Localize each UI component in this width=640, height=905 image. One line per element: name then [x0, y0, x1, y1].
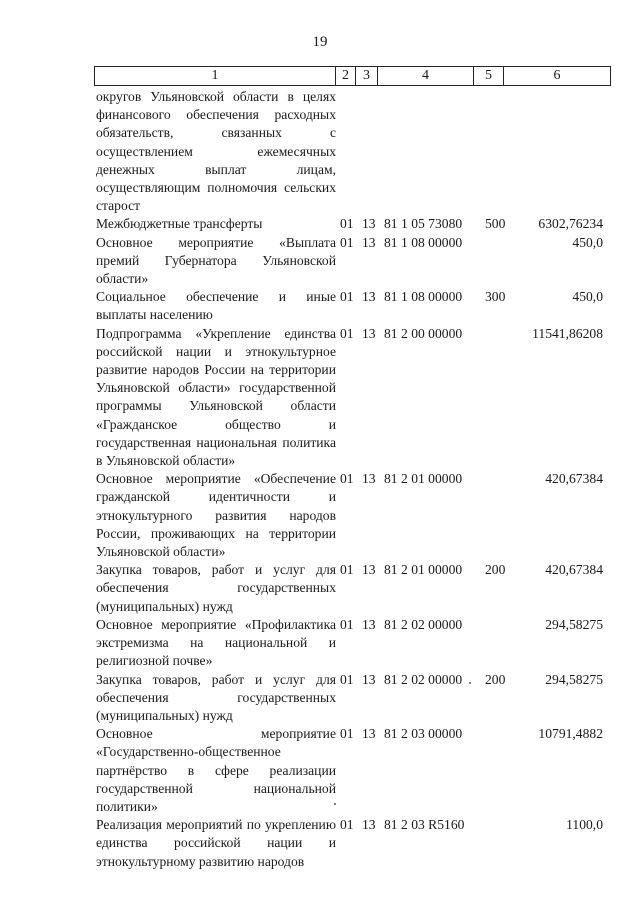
row-expense-type: 200: [485, 671, 506, 687]
table-row: [96, 288, 616, 324]
row-subsection: 13: [362, 216, 376, 232]
row-target-code: 81 2 01 00000: [384, 471, 463, 487]
header-col-3: 3: [356, 67, 378, 85]
row-description: Основное мероприятие «Профилактика экстремизма на национальной и религиозной почве»: [96, 616, 336, 669]
row-subsection: 13: [362, 817, 376, 833]
row-section: 01: [340, 817, 354, 833]
table-row: [96, 325, 616, 471]
row-description: Основное мероприятие «Обеспечение гражданской идентичности и этнокультурного развития народов России, проживающих на территории Ульяновской области»: [96, 471, 336, 560]
row-amount: 294,58275: [545, 671, 603, 687]
table-row: [96, 671, 616, 726]
row-subsection: 13: [362, 616, 376, 632]
row-target-code: 81 2 02 00000: [384, 671, 463, 687]
row-amount: 1100,0: [566, 817, 603, 833]
row-expense-type: 500: [485, 216, 506, 232]
table-header: [94, 66, 611, 86]
row-description: Основное мероприятие «Государственно-общественное партнёрство в сфере реализации государственной национальной политики»: [96, 726, 336, 814]
row-description: Закупка товаров, работ и услуг для обеспечения государственных (муниципальных) нужд: [96, 671, 336, 723]
table-body: [96, 88, 616, 871]
header-col-6: 6: [553, 68, 561, 83]
table-row: [96, 88, 616, 215]
header-col-5: 5: [474, 67, 504, 85]
row-target-code: 81 1 08 00000: [384, 289, 463, 305]
row-subsection: 13: [362, 234, 376, 250]
table-row: [96, 616, 616, 671]
row-section: 01: [340, 671, 354, 687]
row-target-code: 81 2 03 00000: [384, 726, 463, 742]
row-section: 01: [340, 325, 354, 341]
row-section: 01: [340, 234, 354, 250]
row-description: Подпрограмма «Укрепление единства российской нации и этнокультурное развитие народов России на территории Ульяновской области» государственной программы Ульяновской области «Гражданское общество и государственная национальная политика в Ульяновской области»: [96, 325, 336, 469]
table-row: [96, 215, 616, 233]
row-expense-type: 300: [485, 289, 506, 305]
row-target-code: 81 2 00 00000: [384, 325, 463, 341]
page-number: 19: [312, 34, 328, 50]
table-row: [96, 234, 616, 289]
row-section: 01: [340, 471, 354, 487]
row-description: Социальное обеспечение и иные выплаты населению: [96, 289, 336, 323]
table-row: [96, 816, 616, 871]
row-description: Закупка товаров, работ и услуг для обеспечения государственных (муниципальных) нужд: [96, 562, 336, 614]
row-amount: 10791,4882: [538, 726, 603, 742]
row-expense-type: 200: [485, 562, 506, 578]
table-row: [96, 725, 616, 816]
row-amount: 294,58275: [545, 616, 603, 632]
row-amount: 6302,76234: [538, 216, 603, 232]
row-target-code: 81 2 02 00000: [384, 616, 463, 632]
row-target-code: 81 2 01 00000: [384, 562, 463, 578]
row-description: округов Ульяновской области в целях финансового обеспечения расходных обязательств, связанных с осуществлением ежемесячных денежных выплат лицам, осуществляющим полномочия сельских старост: [96, 89, 336, 214]
row-target-code: 81 2 03 R5160: [384, 817, 465, 833]
row-amount: 420,67384: [545, 562, 603, 578]
row-section: 01: [340, 216, 354, 232]
row-subsection: 13: [362, 289, 376, 305]
row-amount: 420,67384: [545, 471, 603, 487]
row-subsection: 13: [362, 325, 376, 341]
table-row: [96, 561, 616, 616]
header-col-1: 1: [95, 67, 336, 85]
scan-speck: [334, 803, 336, 805]
row-amount: 450,0: [572, 289, 603, 305]
row-section: 01: [340, 616, 354, 632]
row-subsection: 13: [362, 562, 376, 578]
scan-speck: [469, 682, 471, 684]
row-description: Межбюджетные трансферты: [96, 216, 263, 232]
row-subsection: 13: [362, 471, 376, 487]
row-description: Реализация мероприятий по укреплению единства российской нации и этнокультурному развитию народов: [96, 817, 336, 869]
row-amount: 450,0: [572, 234, 603, 250]
row-section: 01: [340, 289, 354, 305]
row-amount: 11541,86208: [532, 325, 603, 341]
row-subsection: 13: [362, 726, 376, 742]
row-subsection: 13: [362, 671, 376, 687]
table-row: [96, 470, 616, 561]
row-description: Основное мероприятие «Выплата премий Губернатора Ульяновской области»: [96, 234, 336, 287]
row-target-code: 81 1 08 00000: [384, 234, 463, 250]
header-col-2: 2: [336, 67, 356, 85]
row-target-code: 81 1 05 73080: [384, 216, 463, 232]
row-section: 01: [340, 726, 354, 742]
header-col-4: 4: [378, 67, 474, 85]
row-section: 01: [340, 562, 354, 578]
